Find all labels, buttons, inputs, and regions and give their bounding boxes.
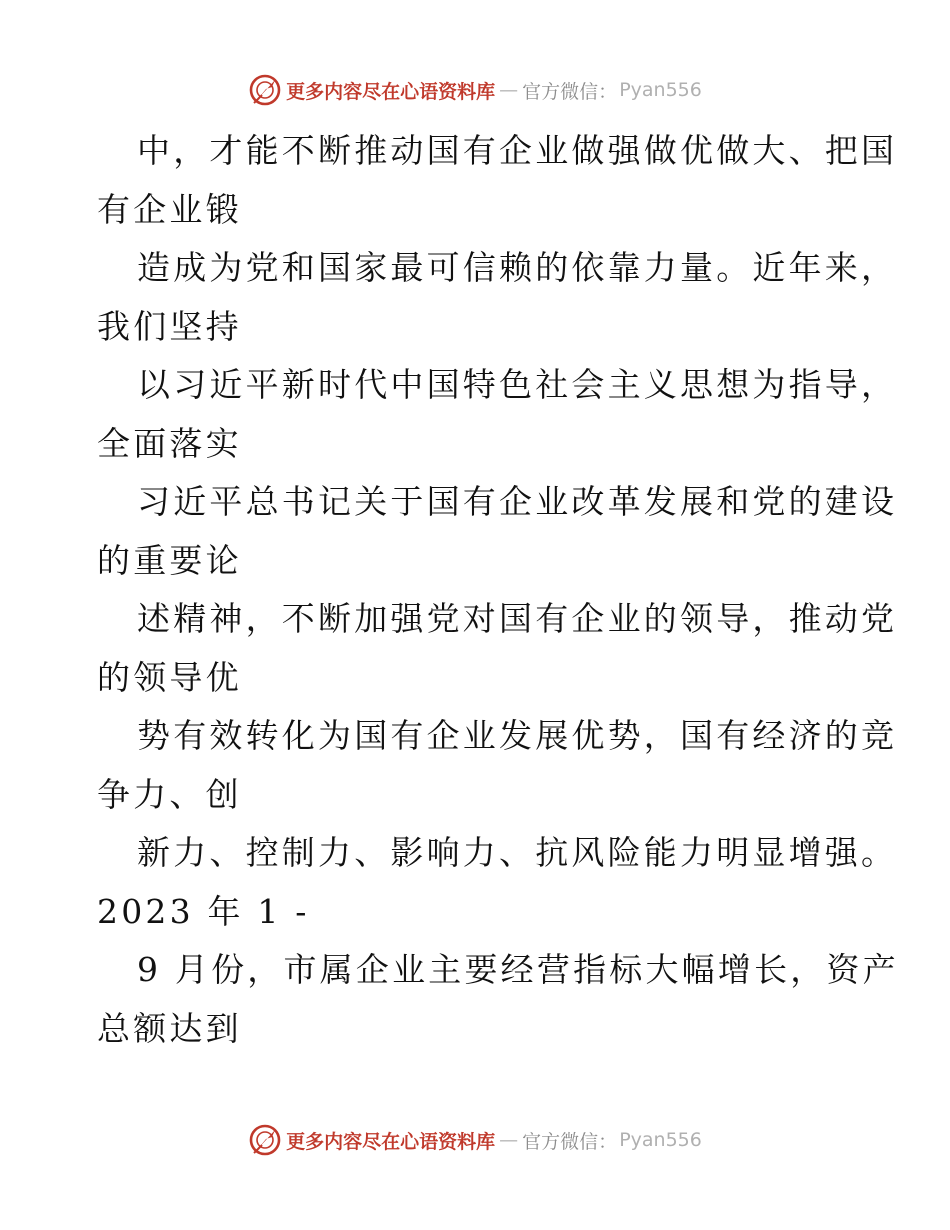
text-line: 有企业锻 bbox=[97, 189, 242, 229]
banner-dash: — bbox=[499, 1129, 519, 1151]
text-line: 9 月份，市属企业主要经营指标大幅增长，资产 bbox=[137, 950, 899, 989]
text-line: 习近平总书记关于国有企业改革发展和党的建设 bbox=[137, 482, 898, 521]
quill-seal-icon bbox=[248, 1123, 282, 1157]
text-line: 述精神，不断加强党对国有企业的领导，推动党 bbox=[137, 599, 898, 638]
wechat-id: Pyan556 bbox=[619, 1129, 702, 1151]
wechat-label: 官方微信： bbox=[522, 1130, 618, 1153]
text-line: 我们坚持 bbox=[97, 306, 242, 346]
footer-watermark bbox=[0, 1120, 950, 1160]
text-line: 2023 年 1 - bbox=[97, 891, 310, 931]
text-line: 势有效转化为国有企业发展优势，国有经济的竞 bbox=[137, 716, 898, 755]
text-line: 中，才能不断推动国有企业做强做优做大、把国 bbox=[137, 131, 898, 170]
wechat-id: Pyan556 bbox=[619, 79, 702, 101]
text-line: 造成为党和国家最可信赖的依靠力量。近年来， bbox=[137, 248, 898, 287]
wechat-label: 官方微信： bbox=[522, 80, 618, 103]
text-line: 全面落实 bbox=[97, 423, 242, 463]
text-line: 的重要论 bbox=[97, 540, 242, 580]
document-body bbox=[97, 122, 899, 1058]
text-line: 的领导优 bbox=[97, 657, 242, 697]
text-line: 新力、控制力、影响力、抗风险能力明显增强。 bbox=[137, 833, 898, 872]
header-watermark bbox=[0, 70, 950, 110]
text-line: 总额达到 bbox=[97, 1008, 242, 1048]
library-name: 更多内容尽在心语资料库 bbox=[286, 1130, 496, 1153]
banner-dash: — bbox=[499, 79, 519, 101]
text-line: 争力、创 bbox=[97, 774, 242, 814]
text-line: 以习近平新时代中国特色社会主义思想为指导， bbox=[137, 365, 898, 404]
quill-seal-icon bbox=[248, 73, 282, 107]
library-name: 更多内容尽在心语资料库 bbox=[286, 80, 496, 103]
